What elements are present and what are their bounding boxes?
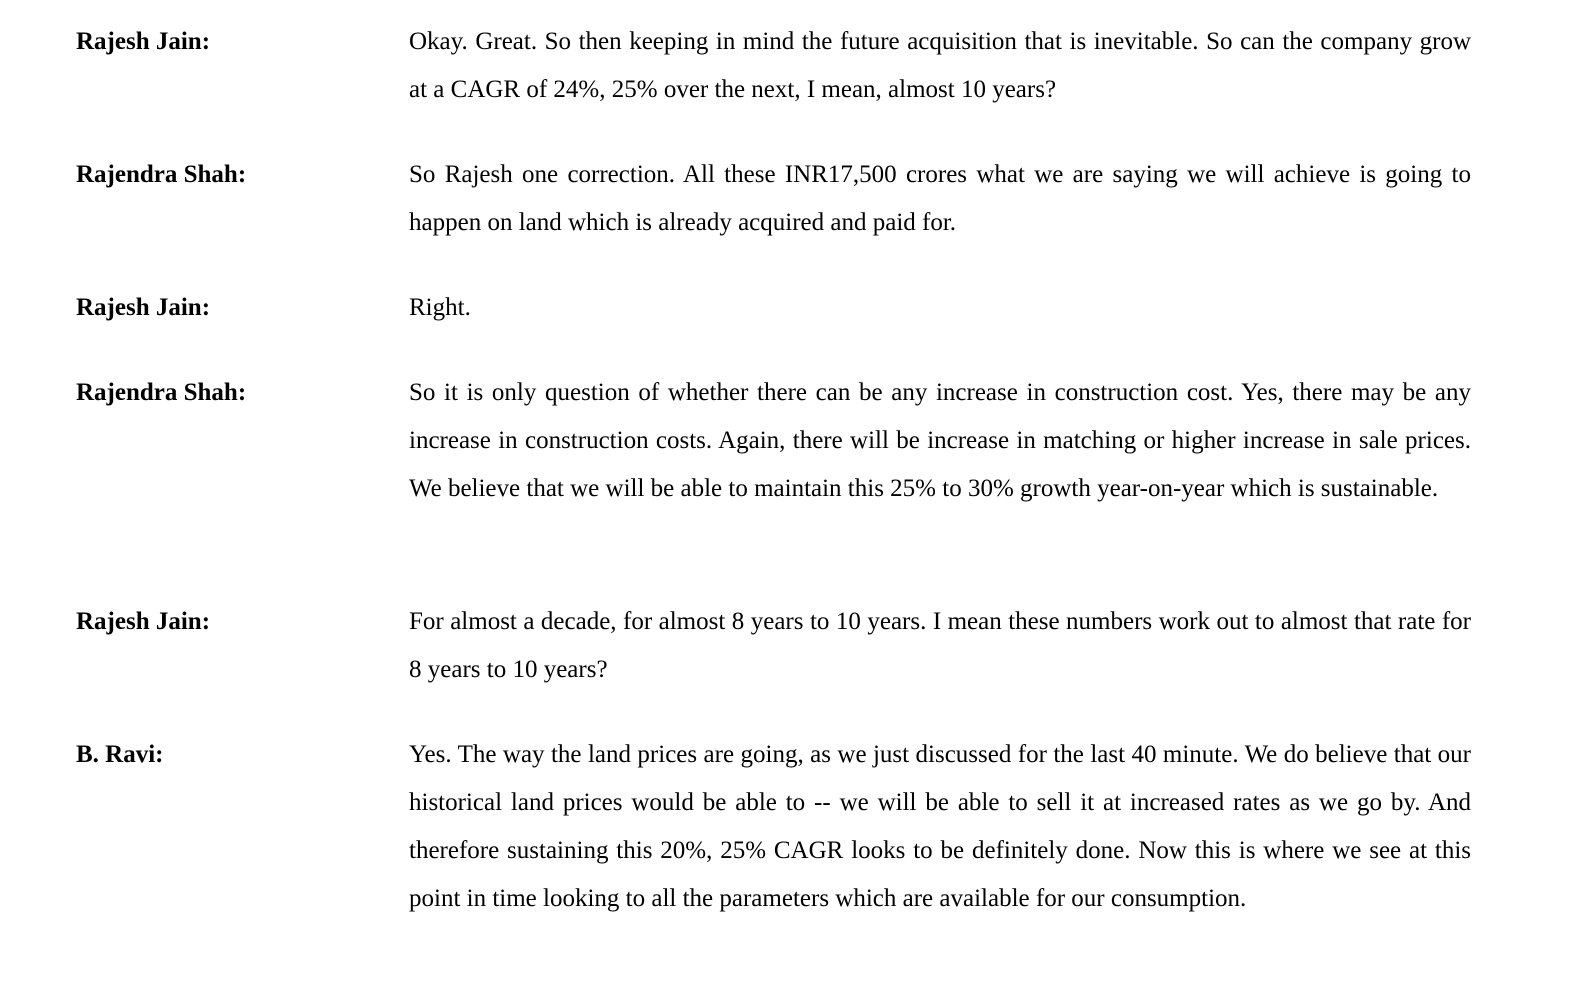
speech-text: So Rajesh one correction. All these INR17,500 crores what we are saying we will achieve is going to happen on land which is already acquired and paid for.	[409, 161, 1471, 236]
speaker-name: Rajesh Jain:	[76, 294, 211, 321]
speaker-name: Rajesh Jain:	[76, 28, 211, 55]
speech-text: For almost a decade, for almost 8 years to 10 years. I mean these numbers work out to almost that rate for 8 years to 10 years?	[409, 608, 1471, 683]
speech-text: Yes. The way the land prices are going, as we just discussed for the last 40 minute. We do believe that our historical land prices would be able to -- we will be able to sell it at increased rates as we go by. And therefore sustaining this 20%, 25% CAGR looks to be definitely done. Now this is where we see at this point in time looking to all the parameters which are available for our consumption.	[409, 741, 1471, 912]
speech-text: Right.	[409, 294, 471, 321]
speaker-name: Rajendra Shah:	[76, 161, 247, 188]
speaker-name: B. Ravi:	[76, 741, 164, 768]
speaker-name: Rajendra Shah:	[76, 379, 247, 406]
speech-text: So it is only question of whether there can be any increase in construction cost. Yes, there may be any increase in construction costs. Again, there will be increase in matching or higher increase in sale prices. We believe that we will be able to maintain this 25% to 30% growth year-on-year which is sustainable.	[409, 379, 1471, 502]
speaker-name: Rajesh Jain:	[76, 608, 211, 635]
speech-text: Okay. Great. So then keeping in mind the future acquisition that is inevitable. So can the company grow at a CAGR of 24%, 25% over the next, I mean, almost 10 years?	[409, 28, 1471, 103]
